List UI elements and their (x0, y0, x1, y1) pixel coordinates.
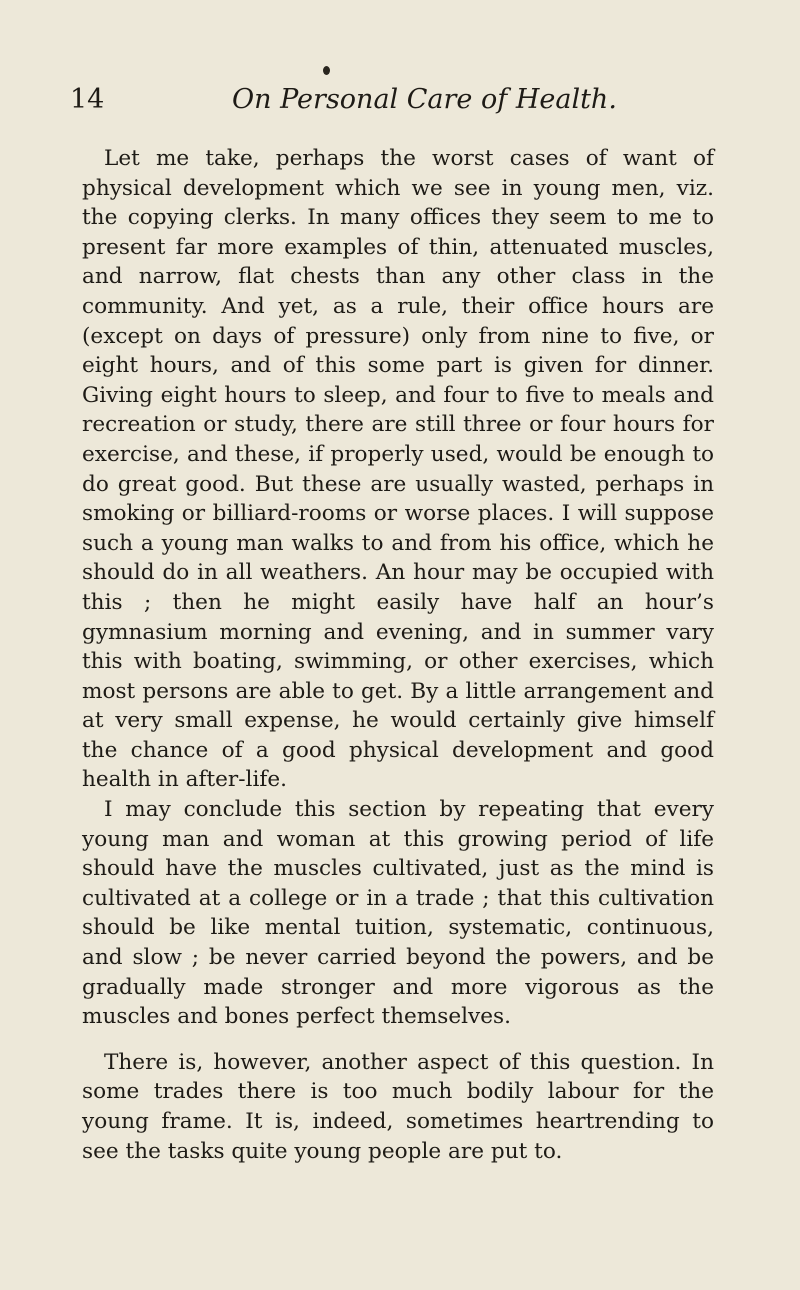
paragraph-copying-clerks: Let me take, perhaps the worst cases of want of physical development which we see in young men, viz. the copying clerks. In many offices they seem to me to present far more examples of thin, attenuated muscles, and narrow, flat chests than any other class in the community. And yet, as a rule, their office hours are (except on days of pressure) only from nine to five, or eight hours, and of this some part is given for dinner. Giving eight hours to sleep, and four to five to meals and recreation or study, there are still three or four hours for exercise, and these, if properly used, would be enough to do great good. But these are usually wasted, perhaps in smoking or billiard-rooms or worse places. I will suppose such a young man walks to and from his office, which he should do in all weathers. An hour may be occupied with this ; then he might easily have half an hour’s gymnasium morning and evening, and in summer vary this with boating, swimming, or other exercises, which most persons are able to get. By a little arrangement and at very small expense, he would certainly give himself the chance of a good physical development and good health in after-life. (82, 146, 714, 793)
paragraph-conclusion: I may conclude this section by repeating that every young man and woman at this growing period of life should have the muscles cultivated, just as the mind is cultivated at a college or in a trade ; that this cultivation should be like mental tuition, systematic, continuous, and slow ; be never carried beyond the powers, and be gradually made stronger and more vigorous as the muscles and bones perfect themselves. (82, 797, 714, 1030)
ink-spot (323, 66, 330, 75)
running-title: On Personal Care of Health. (232, 84, 617, 115)
page-number: 14 (70, 84, 105, 115)
running-header (70, 80, 730, 120)
paragraph-another-aspect: There is, however, another aspect of this question. In some trades there is too much bodily labour for the young frame. It is, indeed, sometimes heartrending to see the tasks quite young people are put to. (82, 1049, 714, 1164)
body-text (82, 144, 714, 1166)
